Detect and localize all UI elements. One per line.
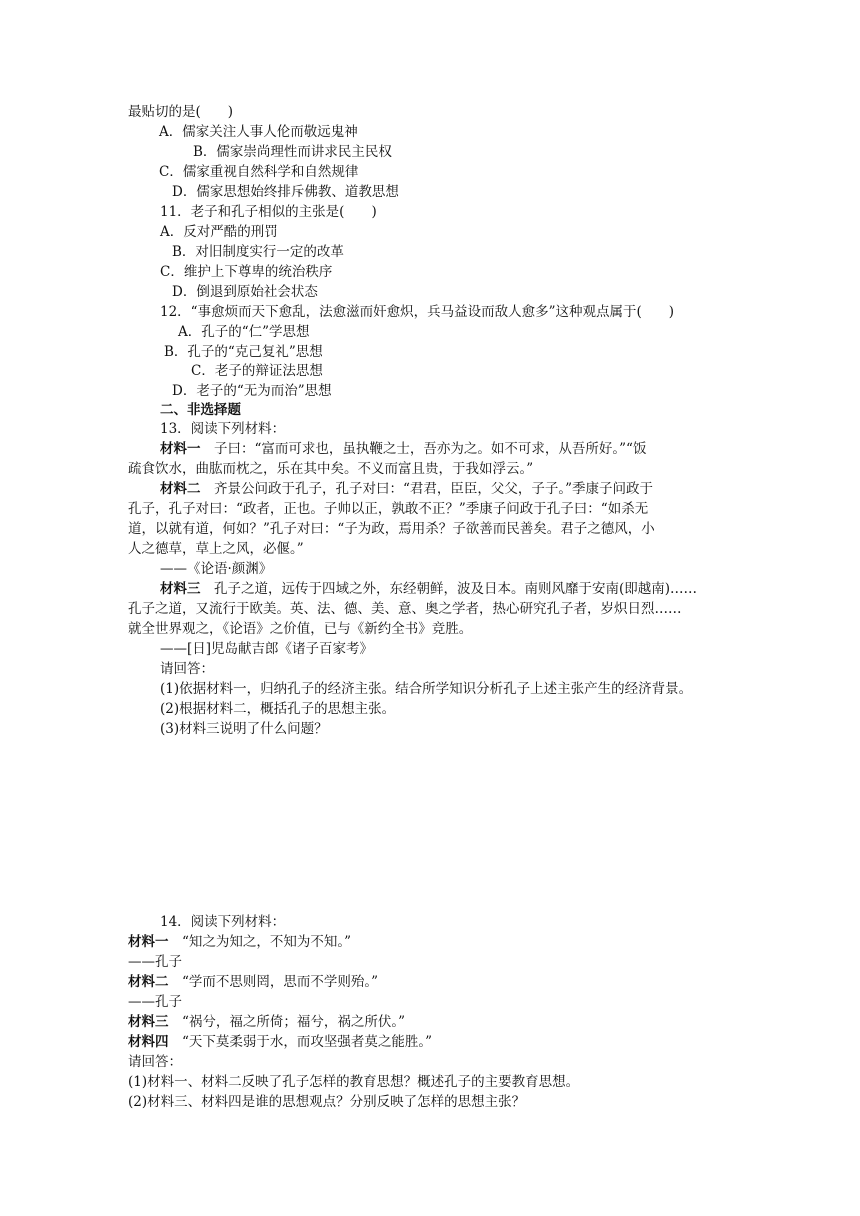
q13-sub-1: (1)依据材料一，归纳孔子的经济主张。结合所学知识分析孔子上述主张产生的经济背景。 xyxy=(160,681,693,697)
q13-sub-2: (2)根据材料二，概括孔子的思想主张。 xyxy=(160,701,396,717)
q13-material-3 xyxy=(160,580,697,599)
q14-ask: 请回答： xyxy=(128,1054,182,1070)
q11-stem: 11．老子和孔子相似的主张是( ) xyxy=(160,204,377,220)
q11-option-a: A．反对严酷的刑罚 xyxy=(160,224,278,240)
q12-option-b: B．孔子的“克己复礼”思想 xyxy=(164,344,323,360)
q12-stem: 12．“事愈烦而天下愈乱，法愈滋而奸愈炽，兵马益设而敌人愈多”这种观点属于( ) xyxy=(160,304,675,320)
section-heading: 二、非选择题 xyxy=(160,402,241,418)
q14-material-1 xyxy=(128,933,351,952)
q12-option-a: A．孔子的“仁”学思想 xyxy=(178,324,310,340)
q14-material-4 xyxy=(128,1033,432,1052)
material-label: 材料三 xyxy=(160,581,201,597)
q13-material-2 xyxy=(160,480,653,499)
q10-option-c: C．儒家重视自然科学和自然规律 xyxy=(159,164,359,180)
q11-option-b: B．对旧制度实行一定的改革 xyxy=(172,244,344,260)
material-label: 材料三 xyxy=(128,1014,169,1030)
q13-material-3-source: ——[日]児岛献吉郎《诸子百家考》 xyxy=(160,641,374,657)
q13-material-1-cont: 疏食饮水，曲肱而枕之，乐在其中矣。不义而富且贵，于我如浮云。” xyxy=(128,461,534,477)
material-text: “知之为知之，不知为不知。” xyxy=(182,934,352,950)
material-text: 孔子之道，远传于四域之外，东经朝鲜，波及日本。南则风靡于安南(即越南)…… xyxy=(214,581,698,597)
q14-material-2 xyxy=(128,973,378,992)
q11-option-d: D．倒退到原始社会状态 xyxy=(172,284,318,300)
q10-option-b: B．儒家崇尚理性而讲求民主民权 xyxy=(193,144,392,160)
q11-option-c: C．维护上下尊卑的统治秩序 xyxy=(160,264,333,280)
q13-material-2-cont3: 人之德草，草上之风，必偃。” xyxy=(128,541,304,557)
q10-stem-tail: 最贴切的是( ) xyxy=(128,104,234,120)
material-label: 材料二 xyxy=(160,481,201,497)
material-text: 子曰：“富而可求也，虽执鞭之士，吾亦为之。如不可求，从吾所好。”“饭 xyxy=(214,441,647,457)
q13-material-3-cont2: 就全世界观之，《论语》之价值，已与《新约全书》竞胜。 xyxy=(128,621,473,637)
q14-material-1-source: ——孔子 xyxy=(128,954,182,970)
material-label: 材料四 xyxy=(128,1034,169,1050)
q10-option-d: D．儒家思想始终排斥佛教、道教思想 xyxy=(172,184,399,200)
q10-option-a: A．儒家关注人事人伦而敬远鬼神 xyxy=(159,124,358,140)
q13-stem: 13．阅读下列材料： xyxy=(160,421,286,437)
material-label: 材料一 xyxy=(128,934,169,950)
material-text: “祸兮，福之所倚；福兮，祸之所伏。” xyxy=(182,1014,406,1030)
q14-sub-1: (1)材料一、材料二反映了孔子怎样的教育思想？概述孔子的主要教育思想。 xyxy=(128,1074,580,1090)
q13-material-3-cont1: 孔子之道，又流行于欧美。英、法、德、美、意、奥之学者，热心研究孔子者，岁炽日烈…… xyxy=(128,601,682,617)
q13-material-2-cont1: 孔子，孔子对曰：“政者，正也。子帅以正，孰敢不正？”季康子问政于孔子曰：“如杀无 xyxy=(128,501,649,517)
material-text: “学而不思则罔，思而不学则殆。” xyxy=(182,974,379,990)
q14-stem: 14．阅读下列材料： xyxy=(160,914,286,930)
material-label: 材料一 xyxy=(160,441,201,457)
q13-material-2-cont2: 道，以就有道，何如？”孔子对曰：“子为政，焉用杀？子欲善而民善矣。君子之德风，小 xyxy=(128,521,655,537)
q13-material-2-source: ——《论语·颜渊》 xyxy=(160,561,273,577)
material-label: 材料二 xyxy=(128,974,169,990)
q14-material-3 xyxy=(128,1013,405,1032)
q14-sub-2: (2)材料三、材料四是谁的思想观点？分别反映了怎样的思想主张？ xyxy=(128,1094,526,1110)
q12-option-c: C．老子的辩证法思想 xyxy=(191,363,323,379)
material-text: “天下莫柔弱于水，而攻坚强者莫之能胜。” xyxy=(182,1034,433,1050)
q13-ask: 请回答： xyxy=(160,661,214,677)
material-text: 齐景公问政于孔子，孔子对曰：“君君，臣臣，父父，子子。”季康子问政于 xyxy=(214,481,654,497)
q13-material-1 xyxy=(160,440,646,459)
q12-option-d: D．老子的“无为而治”思想 xyxy=(172,383,332,399)
q14-material-2-source: ——孔子 xyxy=(128,994,182,1010)
q13-sub-3: (3)材料三说明了什么问题？ xyxy=(160,721,328,737)
